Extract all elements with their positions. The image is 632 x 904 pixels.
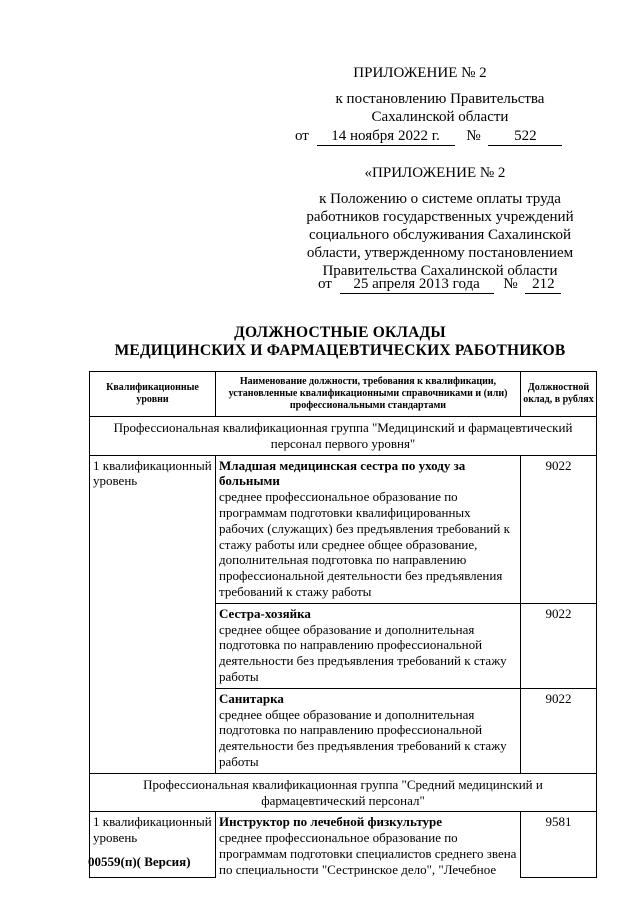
position-name: Сестра-хозяйка: [219, 605, 311, 621]
resolution-line-1: к постановлению Правительства: [335, 91, 545, 107]
sub-from-label: от: [318, 276, 332, 292]
group-title: Профессиональная квалификационная группа "Медицинский и фармацевтический персонал первого уровня": [90, 417, 597, 456]
salary-cell: 9022: [521, 603, 597, 688]
position-cell: [216, 812, 521, 878]
sub-line-5: Правительства Сахалинской области: [322, 263, 558, 279]
sub-line-2: работников государственных учреждений: [306, 209, 574, 225]
group-title: Профессиональная квалификационная группа "Средний медицинский и фармацевтический персонал": [90, 773, 597, 812]
position-name: Инструктор по лечебной физкультуре: [219, 814, 443, 830]
table-row: [90, 455, 597, 603]
level-cell: 1 квалификационный уровень: [90, 455, 216, 773]
position-name: Младшая медицинская сестра по уходу за больными: [219, 457, 466, 489]
header-levels: Квалификационные уровни: [90, 372, 216, 417]
number-label: №: [466, 128, 481, 144]
table-header-row: [90, 372, 597, 417]
position-requirements: среднее общее образование и дополнительная подготовка по направлению профессиональной деятельности без предъявления требований к стажу работы: [219, 706, 507, 769]
position-requirements: среднее профессиональное образование по программам подготовки квалифицированных рабочих (служащих) без предъявления требований к стажу работы или среднее общее образование, дополнительная подготовка по направлению профессиональной деятельности без предъявления требований к стажу работы: [219, 489, 510, 599]
sub-number-label: №: [503, 276, 518, 292]
header-salary: Должностной оклад, в рублях: [521, 372, 597, 417]
resolution-date-line: [295, 127, 595, 146]
salary-cell: 9581: [521, 812, 597, 878]
salary-cell: 9022: [521, 455, 597, 603]
group-row: [90, 417, 597, 456]
document-code: 00559(п)( Версия): [88, 854, 191, 869]
from-label: от: [295, 128, 309, 144]
resolution-number: 522: [488, 127, 562, 146]
resolution-line-2: Сахалинской области: [371, 109, 509, 125]
position-name: Санитарка: [219, 690, 284, 706]
sub-header-lines: [290, 190, 590, 280]
header-position: Наименование должности, требования к квалификации, установленные квалификационными справочниками и (или) профессиональными стандартами: [216, 372, 521, 417]
position-requirements: среднее общее образование и дополнительная подготовка по направлению профессиональной деятельности без предъявления требований к стажу работы: [219, 621, 507, 684]
sub-appendix-title: «ПРИЛОЖЕНИЕ № 2: [364, 165, 506, 181]
sub-line-3: социального обслуживания Сахалинской: [308, 227, 572, 243]
salary-table: [89, 371, 597, 878]
position-cell: [216, 603, 521, 688]
document-title-line-2: МЕДИЦИНСКИХ И ФАРМАЦЕВТИЧЕСКИХ РАБОТНИКОВ: [114, 342, 566, 359]
sub-number: 212: [525, 275, 561, 294]
sub-date: 25 апреля 2013 года: [340, 275, 494, 294]
salary-cell: 9022: [521, 688, 597, 773]
appendix-title: ПРИЛОЖЕНИЕ № 2: [353, 65, 487, 81]
position-cell: [216, 455, 521, 603]
resolution-date: 14 ноября 2022 г.: [317, 127, 455, 146]
document-title-line-1: ДОЛЖНОСТНЫЕ ОКЛАДЫ: [234, 324, 446, 341]
sub-line-1: к Положению о системе оплаты труда: [319, 191, 561, 207]
position-requirements: среднее профессиональное образование по программам подготовки специалистов среднего звена по специальности "Сестринское дело", "Лечебное: [219, 830, 517, 877]
level-cell: 1 квалификационный уровень: [90, 812, 216, 878]
sub-line-4: области, утвержденному постановлением: [306, 245, 574, 261]
position-cell: [216, 688, 521, 773]
sub-date-line: [318, 275, 598, 294]
group-row: [90, 773, 597, 812]
